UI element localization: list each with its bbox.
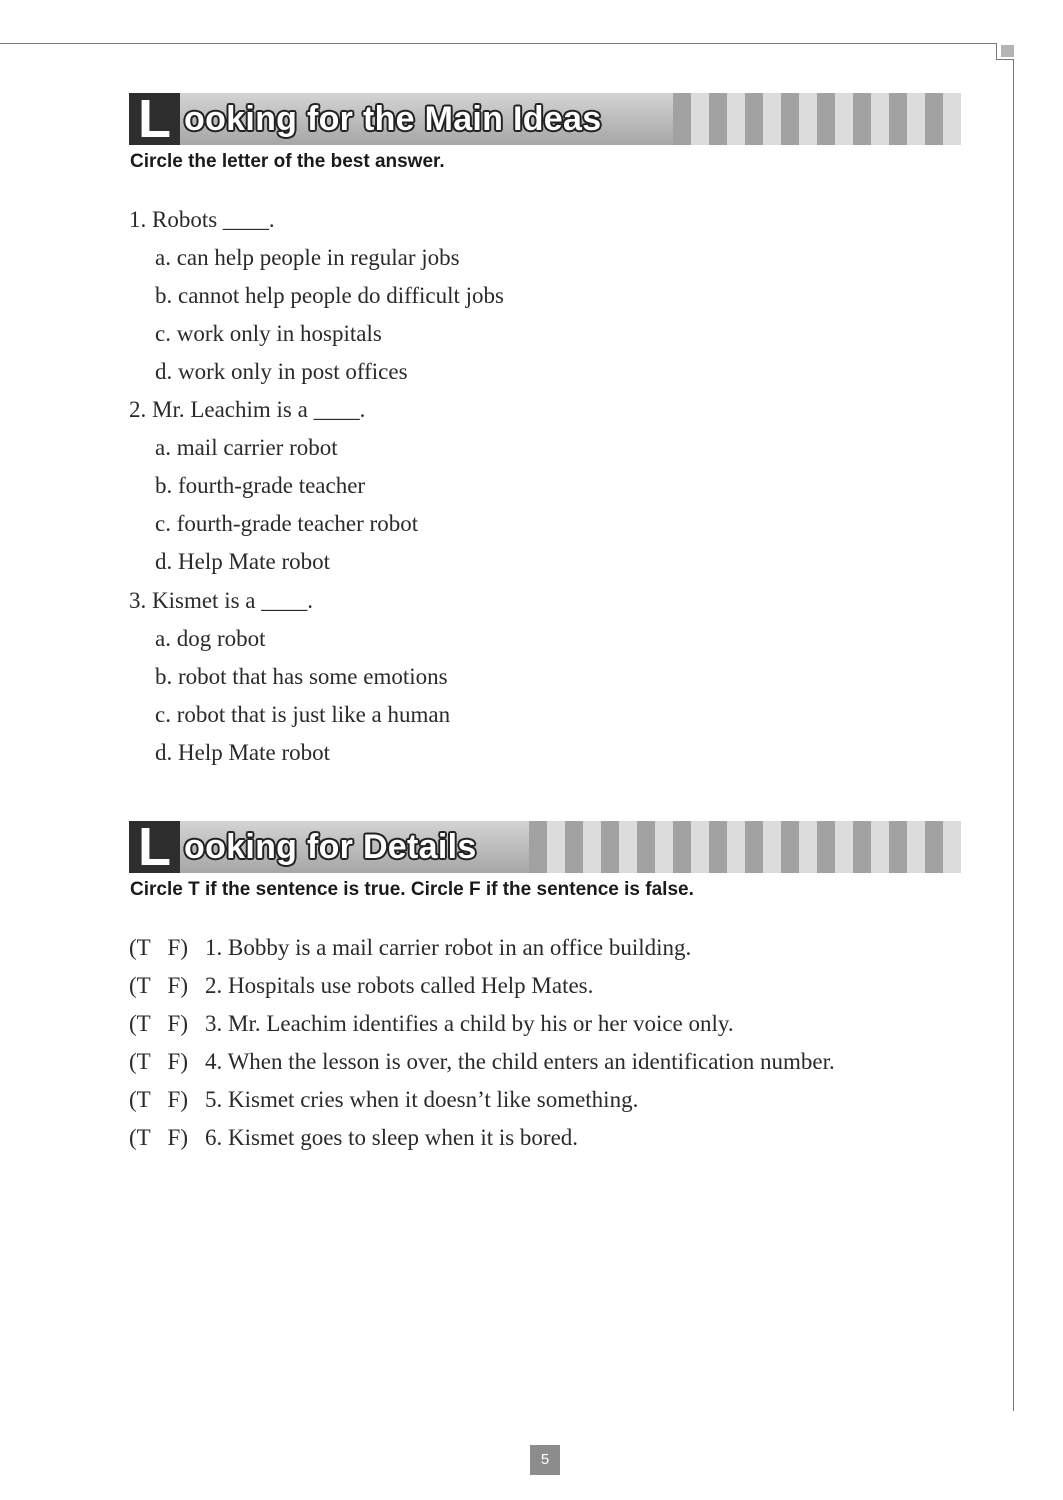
statement-text: 1. Bobby is a mail carrier robot in an office building.: [205, 935, 692, 960]
true-false-item: [129, 1085, 638, 1115]
section-title: ooking for the Main Ideas: [184, 100, 602, 138]
right-rule: [1013, 59, 1014, 1411]
corner-mark-vertical: [996, 43, 997, 59]
answer-option[interactable]: b. robot that has some emotions: [155, 664, 448, 689]
true-false-choice[interactable]: (T F): [129, 1049, 188, 1074]
page-number: 5: [530, 1445, 560, 1475]
answer-option[interactable]: a. can help people in regular jobs: [155, 245, 460, 270]
section-instruction: Circle T if the sentence is true. Circle F if the sentence is false.: [130, 879, 694, 900]
true-false-choice[interactable]: (T F): [129, 935, 188, 960]
section-title: ooking for Details: [184, 828, 477, 866]
true-false-choice[interactable]: (T F): [129, 1087, 188, 1112]
true-false-item: [129, 1047, 835, 1077]
answer-option[interactable]: c. robot that is just like a human: [155, 702, 451, 727]
answer-option[interactable]: d. work only in post offices: [155, 359, 408, 384]
section-banner-main-ideas: [129, 93, 961, 145]
statement-text: 3. Mr. Leachim identifies a child by his or her voice only.: [205, 1011, 734, 1036]
banner-stripes: [673, 93, 961, 145]
answer-option[interactable]: a. mail carrier robot: [155, 435, 338, 460]
banner-stripes: [529, 821, 961, 873]
true-false-choice[interactable]: (T F): [129, 973, 188, 998]
answer-option[interactable]: c. fourth-grade teacher robot: [155, 511, 419, 536]
corner-mark-horizontal: [996, 59, 1014, 60]
answer-option[interactable]: b. cannot help people do difficult jobs: [155, 283, 504, 308]
banner-initial-letter: L: [129, 93, 180, 145]
answer-option[interactable]: d. Help Mate robot: [155, 740, 331, 765]
section-instruction: Circle the letter of the best answer.: [130, 151, 445, 172]
answer-option[interactable]: a. dog robot: [155, 626, 266, 651]
true-false-item: [129, 971, 593, 1001]
statement-text: 2. Hospitals use robots called Help Mates.: [205, 973, 594, 998]
answer-option[interactable]: d. Help Mate robot: [155, 549, 331, 574]
true-false-item: [129, 933, 691, 963]
answer-option[interactable]: c. work only in hospitals: [155, 321, 382, 346]
corner-square-icon: [1001, 45, 1014, 57]
banner-initial-letter: L: [129, 821, 180, 873]
top-rule: [0, 43, 997, 44]
true-false-choice[interactable]: (T F): [129, 1011, 188, 1036]
question-stem: 2. Mr. Leachim is a ____.: [129, 397, 366, 422]
question-stem: 3. Kismet is a ____.: [129, 588, 313, 613]
true-false-item: [129, 1123, 578, 1153]
section-banner-details: [129, 821, 961, 873]
statement-text: 6. Kismet goes to sleep when it is bored.: [205, 1125, 579, 1150]
statement-text: 4. When the lesson is over, the child enters an identification number.: [205, 1049, 835, 1074]
statement-text: 5. Kismet cries when it doesn’t like something.: [205, 1087, 639, 1112]
true-false-choice[interactable]: (T F): [129, 1125, 188, 1150]
true-false-item: [129, 1009, 734, 1039]
answer-option[interactable]: b. fourth-grade teacher: [155, 473, 366, 498]
question-stem: 1. Robots ____.: [129, 207, 275, 232]
